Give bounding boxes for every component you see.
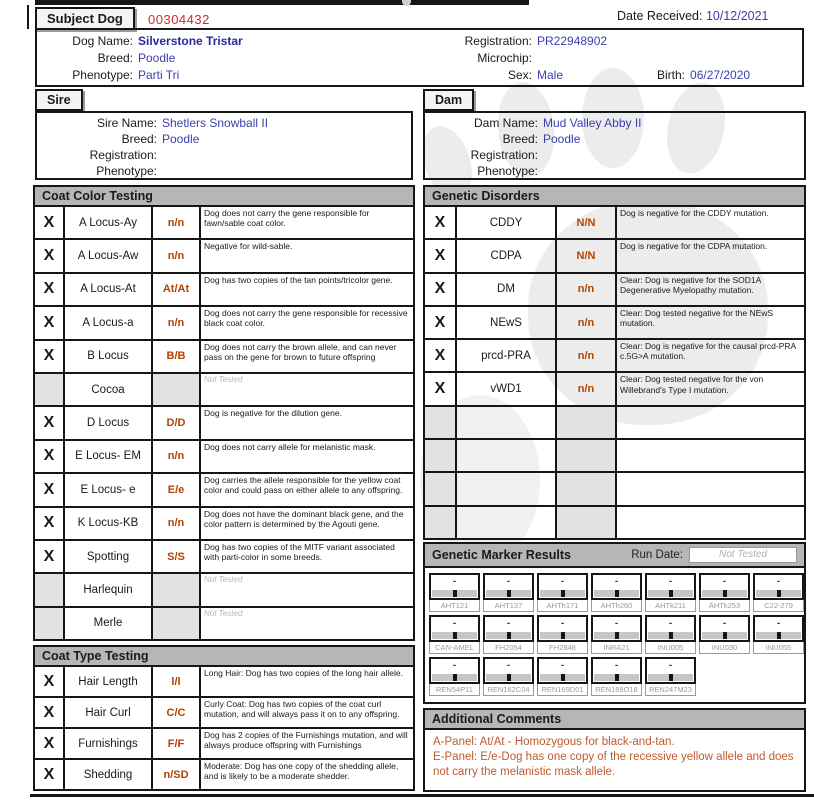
result-description: Clear: Dog is negative for the causal prcd-PRA c.5G>A mutation.	[620, 341, 796, 362]
marker-name: REN54P11	[429, 684, 480, 696]
marker-scale-bar	[594, 632, 639, 639]
result-description: Clear: Dog tested negative for the NEwS mutation.	[620, 307, 774, 329]
checked-mark-cell: X	[35, 541, 65, 572]
marker-allele-box	[645, 657, 696, 684]
marker-allele-box	[537, 615, 588, 642]
genetic-disorder-row	[425, 440, 804, 473]
result-description	[617, 440, 804, 471]
marker-name: INU055	[753, 642, 804, 654]
breed-value: Poodle	[138, 51, 176, 65]
test-result	[153, 608, 201, 639]
subject-id: 00304432	[148, 12, 210, 27]
marker-box	[645, 615, 696, 654]
marker-name: CAN-AMEL	[429, 642, 480, 654]
dam-name-value: Mud Valley Abby II	[543, 116, 642, 130]
result-description: Dog has two copies of the tan points/tricolor gene.	[204, 274, 393, 285]
result-description: Dog has two copies of the MITF variant associated with parti-color in some breeds.	[204, 541, 395, 563]
coat-color-row	[35, 240, 413, 273]
checked-mark-cell	[425, 507, 457, 538]
dam-phenotype-label: Phenotype:	[477, 164, 538, 178]
marker-scale-bar	[756, 590, 801, 597]
test-result: n/n	[153, 307, 201, 338]
test-result	[557, 473, 617, 504]
gene-name: A Locus-Ay	[65, 207, 153, 238]
marker-allele-box	[537, 657, 588, 684]
gene-name: CDDY	[457, 207, 557, 238]
gene-name: Hair Curl	[65, 698, 153, 727]
date-received	[617, 9, 769, 23]
marker-scale-bar	[432, 590, 477, 597]
gene-name: A Locus-At	[65, 274, 153, 305]
genetic-disorder-row	[425, 373, 804, 406]
gene-name	[457, 473, 557, 504]
marker-value: -	[506, 576, 511, 587]
test-result: S/S	[153, 541, 201, 572]
gene-name: E Locus- EM	[65, 441, 153, 472]
marker-box	[483, 657, 534, 696]
coat-color-row	[35, 608, 413, 639]
marker-name: AHT137	[483, 600, 534, 612]
checked-mark-cell: X	[35, 508, 65, 539]
marker-name: C22-279	[753, 600, 804, 612]
result-description: Dog is negative for the CDDY mutation.	[620, 208, 769, 218]
result-description: Dog does not carry the gene responsible for fawn/sable coat color.	[204, 208, 370, 229]
run-date-field: Not Tested	[689, 547, 797, 563]
gene-name: Furnishings	[65, 729, 153, 758]
subject-dog-tab: Subject Dog	[35, 7, 135, 30]
result-description: Moderate: Dog has one copy of the shedding allele, and is likely to be a moderate shedder.	[204, 761, 399, 782]
result-description: Dog has 2 copies of the Furnishings mutation, and will always produce offspring with Furnishings	[204, 730, 408, 751]
test-result: N/N	[557, 207, 617, 238]
gene-name: Cocoa	[65, 374, 153, 405]
checked-mark-cell: X	[425, 274, 457, 305]
marker-value: -	[506, 618, 511, 629]
marker-allele-box	[645, 573, 696, 600]
marker-value: -	[452, 660, 457, 671]
checked-mark-cell	[35, 574, 65, 605]
result-description: Not Tested	[204, 575, 243, 585]
marker-box	[753, 615, 804, 654]
gene-name: Spotting	[65, 541, 153, 572]
marker-scale-bar	[540, 590, 585, 597]
microchip-label: Microchip:	[477, 51, 532, 65]
marker-name: REN162C04	[483, 684, 534, 696]
marker-allele-box	[699, 573, 750, 600]
result-description: Not Tested	[204, 374, 243, 384]
coat-color-row	[35, 574, 413, 607]
test-result: n/n	[153, 441, 201, 472]
coat-color-row	[35, 474, 413, 507]
sire-breed-label: Breed:	[121, 132, 157, 146]
checked-mark-cell: X	[425, 340, 457, 371]
dam-info-box	[423, 111, 806, 180]
genetic-disorder-row	[425, 473, 804, 506]
marker-name: AHTh171	[537, 600, 588, 612]
coat-color-row	[35, 274, 413, 307]
date-received-label: Date Received:	[617, 9, 703, 23]
marker-scale-bar	[648, 632, 693, 639]
marker-allele-box	[537, 573, 588, 600]
genetic-disorders-section	[423, 185, 806, 540]
sire-info-box	[35, 111, 413, 180]
sex-value: Male	[537, 68, 564, 82]
phenotype-value: Parti Tri	[138, 68, 180, 82]
marker-box	[645, 573, 696, 612]
sire-breed-value: Poodle	[162, 132, 200, 146]
marker-value: -	[722, 576, 727, 587]
marker-name: REN247M23	[645, 684, 696, 696]
marker-box	[429, 615, 480, 654]
checked-mark-cell: X	[35, 341, 65, 372]
marker-scale-bar	[702, 590, 747, 597]
cropped-header-mark	[402, 0, 411, 6]
marker-box	[645, 657, 696, 696]
checked-mark-cell	[425, 440, 457, 471]
birth-value: 06/27/2020	[690, 68, 751, 82]
test-result: D/D	[153, 407, 201, 438]
genetic-marker-results-section	[423, 542, 806, 704]
checked-mark-cell: X	[425, 373, 457, 404]
gene-name: prcd-PRA	[457, 340, 557, 371]
marker-scale-bar	[540, 632, 585, 639]
genetic-disorder-row	[425, 507, 804, 538]
marker-scale-bar	[594, 590, 639, 597]
result-description: Dog is negative for the CDPA mutation.	[620, 241, 768, 252]
marker-allele-box	[483, 657, 534, 684]
marker-scale-bar	[594, 674, 639, 681]
dam-tab: Dam	[423, 89, 474, 111]
date-received-value: 10/12/2021	[705, 9, 769, 23]
result-description: Dog does not carry allele for melanistic mask.	[204, 441, 376, 452]
gene-name: Shedding	[65, 760, 153, 789]
marker-value: -	[668, 618, 673, 629]
marker-box	[429, 657, 480, 696]
gene-name	[457, 440, 557, 471]
marker-allele-box	[429, 657, 480, 684]
comment-line: A-Panel: At/At - Homozygous for black-and-tan.	[433, 736, 675, 748]
marker-box	[483, 573, 534, 612]
checked-mark-cell: X	[35, 307, 65, 338]
marker-allele-box	[645, 615, 696, 642]
marker-name: AHTk253	[699, 600, 750, 612]
coat-color-row	[35, 407, 413, 440]
birth-label: Birth:	[657, 68, 686, 82]
result-description: Dog does not carry the gene responsible for recessive black coat color.	[204, 308, 408, 329]
result-description: Not Tested	[204, 608, 243, 618]
marker-value: -	[668, 660, 673, 671]
sire-name-label: Sire Name:	[96, 116, 157, 130]
marker-value: -	[614, 618, 619, 629]
marker-scale-bar	[432, 632, 477, 639]
gene-name: B Locus	[65, 341, 153, 372]
marker-scale-bar	[702, 632, 747, 639]
test-result	[153, 574, 201, 605]
checked-mark-cell: X	[35, 474, 65, 505]
coat-color-testing-title: Coat Color Testing	[35, 187, 413, 207]
result-description	[617, 507, 804, 538]
marker-name: FH2054	[483, 642, 534, 654]
coat-color-row	[35, 508, 413, 541]
marker-name: INU030	[699, 642, 750, 654]
gene-name	[457, 407, 557, 438]
bottom-rule	[30, 794, 814, 797]
test-result: n/n	[557, 274, 617, 305]
gene-name: K Locus-KB	[65, 508, 153, 539]
test-result: n/n	[153, 240, 201, 271]
gene-name: NEwS	[457, 307, 557, 338]
test-result	[153, 374, 201, 405]
coat-color-row	[35, 307, 413, 340]
dam-name-label: Dam Name:	[473, 116, 538, 130]
marker-name: INU005	[645, 642, 696, 654]
marker-scale-bar	[648, 590, 693, 597]
marker-allele-box	[591, 615, 642, 642]
registration-value: PR22948902	[537, 34, 608, 48]
checked-mark-cell	[35, 374, 65, 405]
genetic-marker-results-title: Genetic Marker Results	[432, 548, 571, 562]
checked-mark-cell: X	[425, 240, 457, 271]
gene-name: Harlequin	[65, 574, 153, 605]
marker-name: INRA21	[591, 642, 642, 654]
marker-value: -	[722, 618, 727, 629]
marker-box	[483, 615, 534, 654]
marker-scale-bar	[756, 632, 801, 639]
marker-box	[429, 573, 480, 612]
top-rule	[35, 0, 529, 5]
coat-type-row	[35, 729, 413, 760]
coat-color-row	[35, 341, 413, 374]
marker-scale-bar	[540, 674, 585, 681]
checked-mark-cell: X	[425, 307, 457, 338]
marker-allele-box	[699, 615, 750, 642]
dog-name-label: Dog Name:	[72, 34, 133, 48]
gene-name: A Locus-Aw	[65, 240, 153, 271]
sire-phenotype-label: Phenotype:	[96, 164, 157, 178]
test-result: n/SD	[153, 760, 201, 789]
marker-value: -	[668, 576, 673, 587]
checked-mark-cell	[425, 473, 457, 504]
marker-box	[591, 573, 642, 612]
run-date-label: Run Date:	[631, 549, 683, 561]
coat-type-row	[35, 760, 413, 789]
coat-color-row	[35, 441, 413, 474]
sire-name-value: Shetlers Snowball II	[162, 116, 269, 130]
marker-box	[537, 615, 588, 654]
gene-name: CDPA	[457, 240, 557, 271]
result-description: Dog does not carry the brown allele, and can never pass on the gene for brown to future offspring	[204, 341, 397, 362]
test-result: n/n	[153, 508, 201, 539]
marker-name: AHT121	[429, 600, 480, 612]
checked-mark-cell: X	[35, 407, 65, 438]
genetic-disorder-row	[425, 407, 804, 440]
coat-color-row	[35, 541, 413, 574]
coat-type-row	[35, 698, 413, 729]
marker-allele-box	[483, 573, 534, 600]
marker-allele-box	[429, 615, 480, 642]
marker-name: REN169O18	[591, 684, 642, 696]
genetic-disorder-row	[425, 340, 804, 373]
coat-type-testing-title: Coat Type Testing	[35, 647, 413, 667]
marker-value: -	[776, 576, 781, 587]
test-result: n/n	[557, 307, 617, 338]
dam-registration-label: Registration:	[470, 148, 538, 162]
coat-type-testing-section	[33, 645, 415, 791]
gene-name: DM	[457, 274, 557, 305]
checked-mark-cell: X	[35, 274, 65, 305]
gene-name: vWD1	[457, 373, 557, 404]
marker-allele-box	[429, 573, 480, 600]
marker-allele-box	[591, 657, 642, 684]
marker-row	[429, 573, 800, 612]
marker-allele-box	[753, 615, 804, 642]
marker-value: -	[614, 660, 619, 671]
checked-mark-cell: X	[35, 441, 65, 472]
marker-allele-box	[483, 615, 534, 642]
result-description: Dog carries the allele responsible for the yellow coat color and could pass on either allele to any offspring.	[204, 475, 403, 496]
checked-mark-cell: X	[425, 207, 457, 238]
marker-allele-box	[753, 573, 804, 600]
result-description: Dog is negative for the dilution gene.	[204, 408, 342, 419]
coat-color-row	[35, 374, 413, 407]
marker-box	[753, 573, 804, 612]
sire-registration-label: Registration:	[89, 148, 157, 162]
marker-allele-box	[591, 573, 642, 600]
test-result	[557, 507, 617, 538]
test-result: C/C	[153, 698, 201, 727]
gene-name: E Locus- e	[65, 474, 153, 505]
marker-box	[537, 657, 588, 696]
marker-box	[699, 573, 750, 612]
test-result: n/n	[557, 340, 617, 371]
comment-line: E-Panel: E/e-Dog has one copy of the recessive yellow allele and does not carry the melanistic mask allele.	[433, 751, 794, 778]
gene-name: Merle	[65, 608, 153, 639]
genetic-disorder-row	[425, 240, 804, 273]
additional-comments-section	[423, 708, 806, 792]
test-result: n/n	[153, 207, 201, 238]
test-result: N/N	[557, 240, 617, 271]
sex-label: Sex:	[507, 68, 532, 82]
test-result: n/n	[557, 373, 617, 404]
marker-value: -	[614, 576, 619, 587]
marker-value: -	[560, 576, 565, 587]
checked-mark-cell	[35, 608, 65, 639]
coat-type-row	[35, 667, 413, 698]
marker-box	[591, 615, 642, 654]
marker-name: REN169D01	[537, 684, 588, 696]
test-result: F/F	[153, 729, 201, 758]
checked-mark-cell: X	[35, 729, 65, 758]
checked-mark-cell: X	[35, 760, 65, 789]
marker-value: -	[506, 660, 511, 671]
marker-value: -	[560, 618, 565, 629]
genetic-disorder-row	[425, 274, 804, 307]
result-description	[617, 407, 804, 438]
marker-row	[429, 657, 800, 696]
marker-scale-bar	[486, 674, 531, 681]
genetic-disorder-row	[425, 207, 804, 240]
registration-label: Registration:	[464, 34, 532, 48]
test-result: E/e	[153, 474, 201, 505]
marker-scale-bar	[486, 590, 531, 597]
coat-color-testing-section	[33, 185, 415, 641]
gene-name: Hair Length	[65, 667, 153, 696]
result-description: Negative for wild-sable.	[204, 241, 293, 252]
test-result	[557, 407, 617, 438]
result-description: Clear: Dog is negative for the SOD1A Degenerative Myelopathy mutation.	[620, 274, 761, 295]
marker-value: -	[452, 618, 457, 629]
marker-scale-bar	[648, 674, 693, 681]
dam-breed-value: Poodle	[543, 132, 581, 146]
marker-name: FH2848	[537, 642, 588, 654]
marker-box	[591, 657, 642, 696]
result-description: Dog does not have the dominant black gene, and the color pattern is determined by the Agouti gene.	[204, 508, 404, 529]
gene-name: D Locus	[65, 407, 153, 438]
test-result	[557, 440, 617, 471]
subject-info-box	[35, 28, 804, 87]
result-description: Curly Coat: Dog has two copies of the coat curl mutation, and will always pass it on to any offspring.	[204, 699, 400, 720]
additional-comments-body	[425, 730, 804, 785]
dam-breed-label: Breed:	[502, 132, 538, 146]
checked-mark-cell: X	[35, 667, 65, 696]
test-result: At/At	[153, 274, 201, 305]
left-rule	[27, 5, 29, 29]
marker-value: -	[560, 660, 565, 671]
marker-grid	[425, 568, 804, 702]
breed-label: Breed:	[97, 51, 133, 65]
marker-row	[429, 615, 800, 654]
coat-color-row	[35, 207, 413, 240]
gene-name: A Locus-a	[65, 307, 153, 338]
marker-value: -	[452, 576, 457, 587]
genetic-disorders-title: Genetic Disorders	[425, 187, 804, 207]
marker-scale-bar	[486, 632, 531, 639]
result-description: Clear: Dog tested negative for the von Willebrand's Type I mutation.	[620, 374, 764, 395]
genetic-disorder-row	[425, 307, 804, 340]
additional-comments-title: Additional Comments	[425, 710, 804, 730]
dog-name-value: Silverstone Tristar	[138, 34, 243, 48]
result-description	[617, 473, 804, 504]
checked-mark-cell	[425, 407, 457, 438]
checked-mark-cell: X	[35, 698, 65, 727]
marker-box	[537, 573, 588, 612]
checked-mark-cell: X	[35, 207, 65, 238]
result-description: Long Hair: Dog has two copies of the long hair allele.	[204, 668, 403, 678]
marker-scale-bar	[432, 674, 477, 681]
marker-value: -	[776, 618, 781, 629]
sire-tab: Sire	[35, 89, 83, 111]
phenotype-label: Phenotype:	[72, 68, 133, 82]
marker-name: AHTh260	[591, 600, 642, 612]
test-result: B/B	[153, 341, 201, 372]
marker-box	[699, 615, 750, 654]
test-result: l/l	[153, 667, 201, 696]
marker-name: AHTk211	[645, 600, 696, 612]
gene-name	[457, 507, 557, 538]
checked-mark-cell: X	[35, 240, 65, 271]
